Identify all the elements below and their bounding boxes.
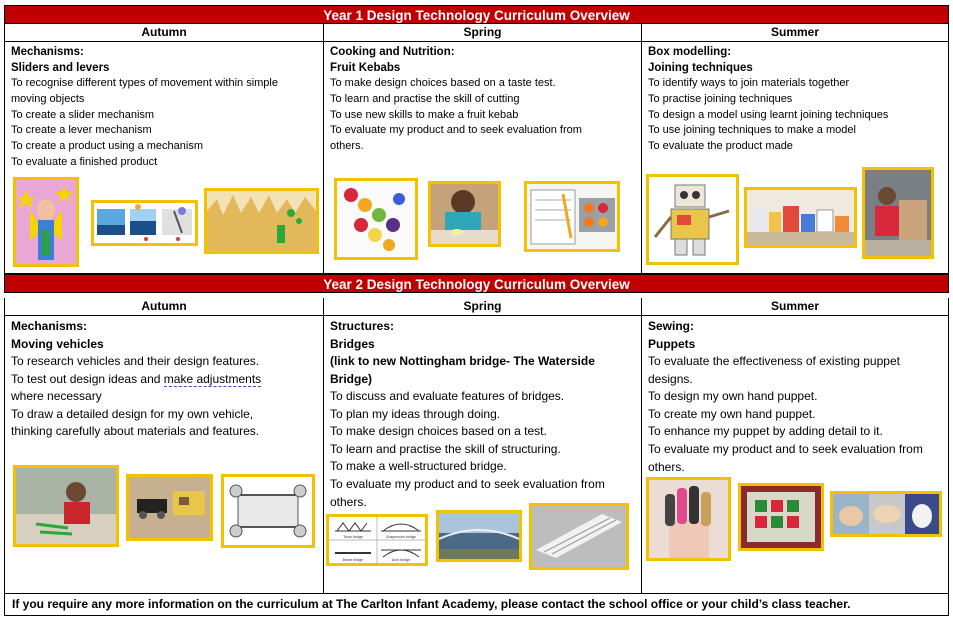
objective-line: To evaluate my product and to seek evaluation from: [330, 476, 605, 491]
year1-season-autumn: Autumn: [5, 24, 324, 41]
year2-summer-cell: [642, 316, 948, 593]
objective-line: To learn and practise the skill of structuring.: [330, 441, 561, 456]
model-bridge-photo: [529, 503, 629, 570]
fruit-kebab-photo: [334, 178, 418, 260]
objective-line: To make design choices based on a test.: [330, 424, 547, 439]
topic-heading: Mechanisms:: [11, 46, 84, 58]
topic-heading: Sewing:: [648, 319, 695, 333]
topic-subheading: Moving vehicles: [11, 336, 104, 351]
year2-season-summer: Summer: [770, 299, 820, 313]
child-building-photo: [862, 167, 934, 259]
objective-line: To draw a detailed design for my own vehicle,: [11, 406, 254, 421]
objective-text: To test out design ideas and: [11, 371, 164, 386]
bridge-label-beam: Beam bridge: [342, 558, 364, 562]
objective-line: To recognise different types of movement within simple: [11, 77, 278, 89]
objective-line: To create a product using a mechanism: [11, 140, 203, 153]
objective-line: To make a well-structured bridge.: [330, 459, 507, 474]
topic-subheading: Sliders and levers: [11, 62, 110, 74]
objective-line: others.: [648, 459, 685, 474]
year2-spring-cell: [324, 316, 642, 593]
objective-text-underlined: make adjustments: [163, 371, 262, 386]
objective-line: To evaluate a finished product: [11, 155, 158, 168]
objective-line: To create my own hand puppet.: [648, 406, 816, 421]
bridge-label-suspension: Suspension bridge: [386, 535, 416, 539]
topic-subheading: Bridges: [330, 336, 375, 351]
year1-summer-cell: [642, 42, 948, 273]
topic-subheading: Fruit Kebabs: [330, 62, 401, 74]
objective-line: To evaluate the product made: [648, 140, 793, 153]
box-models-photo: [744, 187, 857, 248]
objective-line: To design a model using learnt joining techniques: [648, 108, 889, 121]
objective-line: To learn and practise the skill of cutting: [330, 92, 520, 105]
year2-season-autumn: Autumn: [5, 298, 324, 315]
objective-line: where necessary: [11, 389, 102, 404]
topic-heading: Mechanisms:: [11, 319, 88, 333]
year1-season-header: [4, 24, 949, 42]
bridge-label-arch: Arch bridge: [391, 558, 411, 562]
puppet-design-photo: [738, 483, 824, 551]
objective-line: To evaluate my product and to seek evaluation from: [330, 124, 582, 137]
objective-line: To discuss and evaluate features of bridges.: [330, 389, 565, 403]
objective-line: To research vehicles and their design features.: [11, 354, 260, 368]
objective-line: [11, 371, 317, 389]
lever-mechanism-photo: [91, 200, 198, 246]
topic-subheading: Joining techniques: [648, 62, 753, 74]
year1-season-summer: Summer: [770, 25, 820, 39]
objective-line: To use joining techniques to make a model: [648, 124, 856, 137]
bridge-types-diagram: [326, 514, 428, 566]
footer-contact-note: If you require any more information on the curriculum at The Carlton Infant Academy, please contact the school office or your child’s class teacher.: [4, 594, 949, 616]
topic-heading: Cooking and Nutrition:: [330, 46, 455, 58]
sewing-photo: [830, 491, 942, 537]
lever-picture-photo: [204, 188, 319, 254]
objective-line: To create a lever mechanism: [11, 124, 152, 137]
curriculum-overview: [1, 1, 952, 616]
objective-line: To design my own hand puppet.: [648, 389, 818, 404]
objective-line: thinking carefully about materials and features.: [11, 424, 260, 439]
objective-line: To evaluate the effectiveness of existing puppet: [648, 354, 900, 368]
objective-line: To create a slider mechanism: [11, 108, 155, 121]
objective-line: To use new skills to make a fruit kebab: [330, 108, 519, 121]
objective-line: To practise joining techniques: [648, 92, 793, 105]
finger-puppets-photo: [646, 477, 731, 561]
topic-link-note: Bridge): [330, 371, 372, 386]
waterside-bridge-photo: [436, 510, 522, 562]
year1-content-row: [4, 42, 949, 274]
objective-line: others.: [330, 140, 364, 153]
slider-card-photo: [13, 177, 79, 267]
objective-line: To plan my ideas through doing.: [330, 406, 501, 421]
objective-line: others.: [330, 494, 367, 509]
objective-line: moving objects: [11, 92, 85, 105]
year2-season-spring: Spring: [324, 298, 642, 315]
child-cutting-photo: [428, 181, 501, 247]
objective-line: To evaluate my product and to seek evaluation from: [648, 441, 923, 456]
vehicle-models-photo: [126, 474, 213, 541]
vehicle-design-drawing: [221, 474, 315, 548]
year2-content-row: [4, 316, 949, 594]
year2-autumn-cell: [5, 316, 324, 593]
box-robot-photo: [646, 174, 739, 265]
objective-line: To enhance my puppet by adding detail to it.: [648, 424, 883, 439]
year1-spring-cell: [324, 42, 642, 273]
bridge-label-truss: Truss bridge: [343, 535, 363, 539]
year1-season-spring: Spring: [324, 24, 642, 41]
year1-title: Year 1 Design Technology Curriculum Overview: [4, 5, 949, 24]
evaluation-sheet-photo: [524, 181, 620, 252]
vehicle-building-photo: [13, 465, 119, 547]
topic-heading: Structures:: [330, 319, 395, 333]
objective-line: To identify ways to join materials together: [648, 77, 850, 89]
year2-title: Year 2 Design Technology Curriculum Overview: [4, 274, 949, 293]
year1-autumn-cell: [5, 42, 324, 273]
objective-line: To make design choices based on a taste test.: [330, 77, 556, 89]
topic-subheading: Puppets: [648, 336, 696, 351]
year2-season-header: [4, 298, 949, 316]
objective-line: designs.: [648, 371, 693, 386]
topic-heading: Box modelling:: [648, 46, 732, 58]
topic-link-note: (link to new Nottingham bridge- The Waterside: [330, 354, 595, 368]
